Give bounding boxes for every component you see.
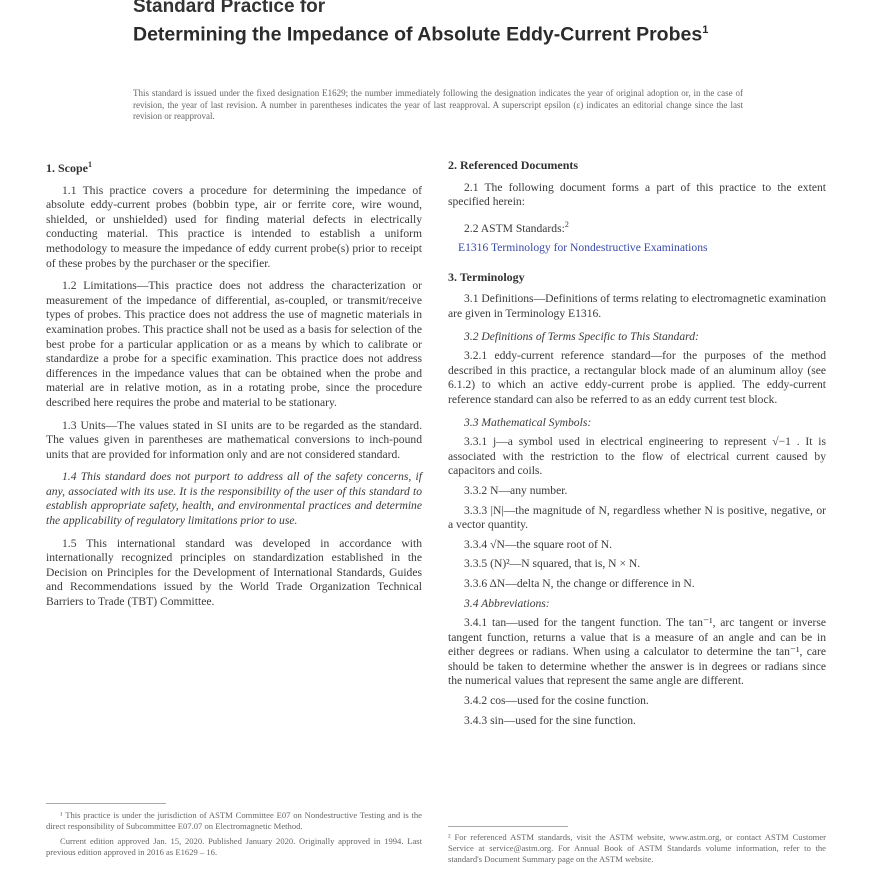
paragraph-2-2 (448, 218, 826, 236)
paragraph-1-5: 1.5 This international standard was developed in accordance with internationally recognized principles on standardization established in the Decision on Principles for the Development of International Standards, Guides and Recommendations issued by the World Trade Organization Technical Barriers to Trade (TBT) Committee. (46, 536, 422, 609)
paragraph-3-1: 3.1 Definitions—Definitions of terms relating to electromagnetic examination are given in Terminology E1316. (448, 292, 826, 321)
left-column (46, 158, 422, 618)
scope-footnote-mark: 1 (88, 160, 92, 169)
paragraph-3-3-1: 3.3.1 j—a symbol used in electrical engineering to represent √−1 . It is associated with the restriction to the flow of electrical current caused by capacitors and coils. (448, 435, 826, 478)
footnote-divider-left (46, 803, 166, 804)
e1316-link[interactable]: E1316 (458, 241, 489, 255)
footnote-left (46, 810, 422, 858)
paragraph-1-1: 1.1 This practice covers a procedure for determining the impedance of absolute eddy-current probes (bobbin type, air or ferrite core, wire wound, shielded, or unshielded) used for finding material defects in electrically conducting material. This practice is intended to establish a uniform methodology to measure the impedance of eddy current probe(s) prior to receipt of these probes by the purchaser or the specifier. (46, 183, 422, 270)
scope-heading-text: 1. Scope (46, 161, 88, 175)
footnote-1: ¹ This practice is under the jurisdiction of ASTM Committee E07 on Nondestructive Testing and is the direct responsibility of Subcommittee E07.07 on Electromagnetic Method. (46, 810, 422, 831)
paragraph-3-3-5: 3.3.5 (N)²—N squared, that is, N × N. (464, 557, 641, 571)
paragraph-3-4: 3.4 Abbreviations: (464, 596, 550, 610)
document-title (133, 18, 753, 48)
section-heading-referenced-documents: 2. Referenced Documents (448, 158, 579, 172)
paragraph-3-3-2: 3.3.2 N—any number. (464, 483, 568, 497)
paragraph-3-3-4: 3.3.4 √N—the square root of N. (464, 537, 613, 551)
paragraph-1-2: 1.2 Limitations—This practice does not address the characterization or measurement of the impedance of differential, as-coupled, or transmit/receive types of probes. This practice does not address the use of magnetic materials in examination probes. This practice shall not be used as a basis for selection of the best probe for a particular application or as a means by which to calibrate or standardize a probe for a specific examination. This practice does not address differences in the impedance values that can be obtained when the probe and material are in relative motion, as in a rotating probe, since the procedure described here requires the probe and material to be stationary. (46, 279, 422, 409)
right-column (448, 158, 826, 733)
paragraph-3-2-1: 3.2.1 eddy-current reference standard—for the purposes of the method described in this practice, a rectangular block made of an aluminum alloy (see 6.1.2) to which an active eddy-current probe is applied. The eddy-current reference standard can also be referred to as an eddy current test block. (448, 349, 826, 406)
reference-e1316 (448, 241, 826, 256)
paragraph-3-3-3: 3.3.3 |N|—the magnitude of N, regardless whether N is positive, negative, or a vector quantity. (448, 503, 826, 532)
paragraph-3-3: 3.3 Mathematical Symbols: (464, 415, 592, 429)
paragraph-3-4-1: 3.4.1 tan—used for the tangent function. The tan⁻¹, arc tangent or inverse tangent function, returns a value that is a measure of an angle and can be in either degrees or radians. When using a calculator to determine the tan⁻¹, care should be taken to determine whether the answer is in degrees or radians since the numerical values that represent the same angle are different. (448, 616, 826, 688)
footnote-divider-right (448, 826, 568, 827)
designation-notice: This standard is issued under the fixed designation E1629; the number immediately following the designation indicates the year of original adoption or, in the case of revision, the year of last revision. A number in parentheses indicates the year of last reapproval. A superscript epsilon (ε) indicates an editorial change since the last revision or reapproval. (133, 88, 743, 121)
paragraph-3-4-3: 3.4.3 sin—used for the sine function. (464, 713, 636, 727)
astm-standards-label: 2.2 ASTM Standards: (464, 221, 565, 235)
astm-footnote-mark: 2 (564, 219, 569, 229)
footnote-1b: Current edition approved Jan. 15, 2020. Published January 2020. Originally approved in 1994. Last previous edition approved in 2016 as E1629 – 16. (46, 836, 422, 857)
section-heading-terminology: 3. Terminology (448, 269, 525, 284)
section-heading-scope (46, 158, 422, 176)
document-kicker: Standard Practice for (133, 0, 326, 17)
paragraph-2-1: 2.1 The following document forms a part of this practice to the extent specified herein: (448, 180, 826, 209)
e1316-title-link[interactable]: Terminology for Nondestructive Examinations (490, 241, 708, 255)
title-footnote-mark: 1 (702, 24, 709, 36)
title-text: Determining the Impedance of Absolute Eddy-Current Probes (133, 23, 703, 46)
footnote-right: ² For referenced ASTM standards, visit the ASTM website, www.astm.org, or contact ASTM Customer Service at service@astm.org. For Annual Book of ASTM Standards volume information, refer to the standard's Document Summary page on the ASTM website. (448, 832, 826, 864)
paragraph-3-2: 3.2 Definitions of Terms Specific to This Standard: (464, 329, 699, 343)
paragraph-3-4-2: 3.4.2 cos—used for the cosine function. (464, 694, 649, 708)
paragraph-3-3-6: 3.3.6 ΔN—delta N, the change or difference in N. (464, 576, 695, 590)
paragraph-1-4: 1.4 This standard does not purport to address all of the safety concerns, if any, associated with its use. It is the responsibility of the user of this standard to establish appropriate safety, health, and environmental practices and determine the applicability of regulatory limitations prior to use. (46, 470, 422, 528)
paragraph-1-3: 1.3 Units—The values stated in SI units are to be regarded as the standard. The values given in parentheses are mathematical conversions to inch-pound units that are provided for information only and are not considered standard. (46, 418, 422, 461)
